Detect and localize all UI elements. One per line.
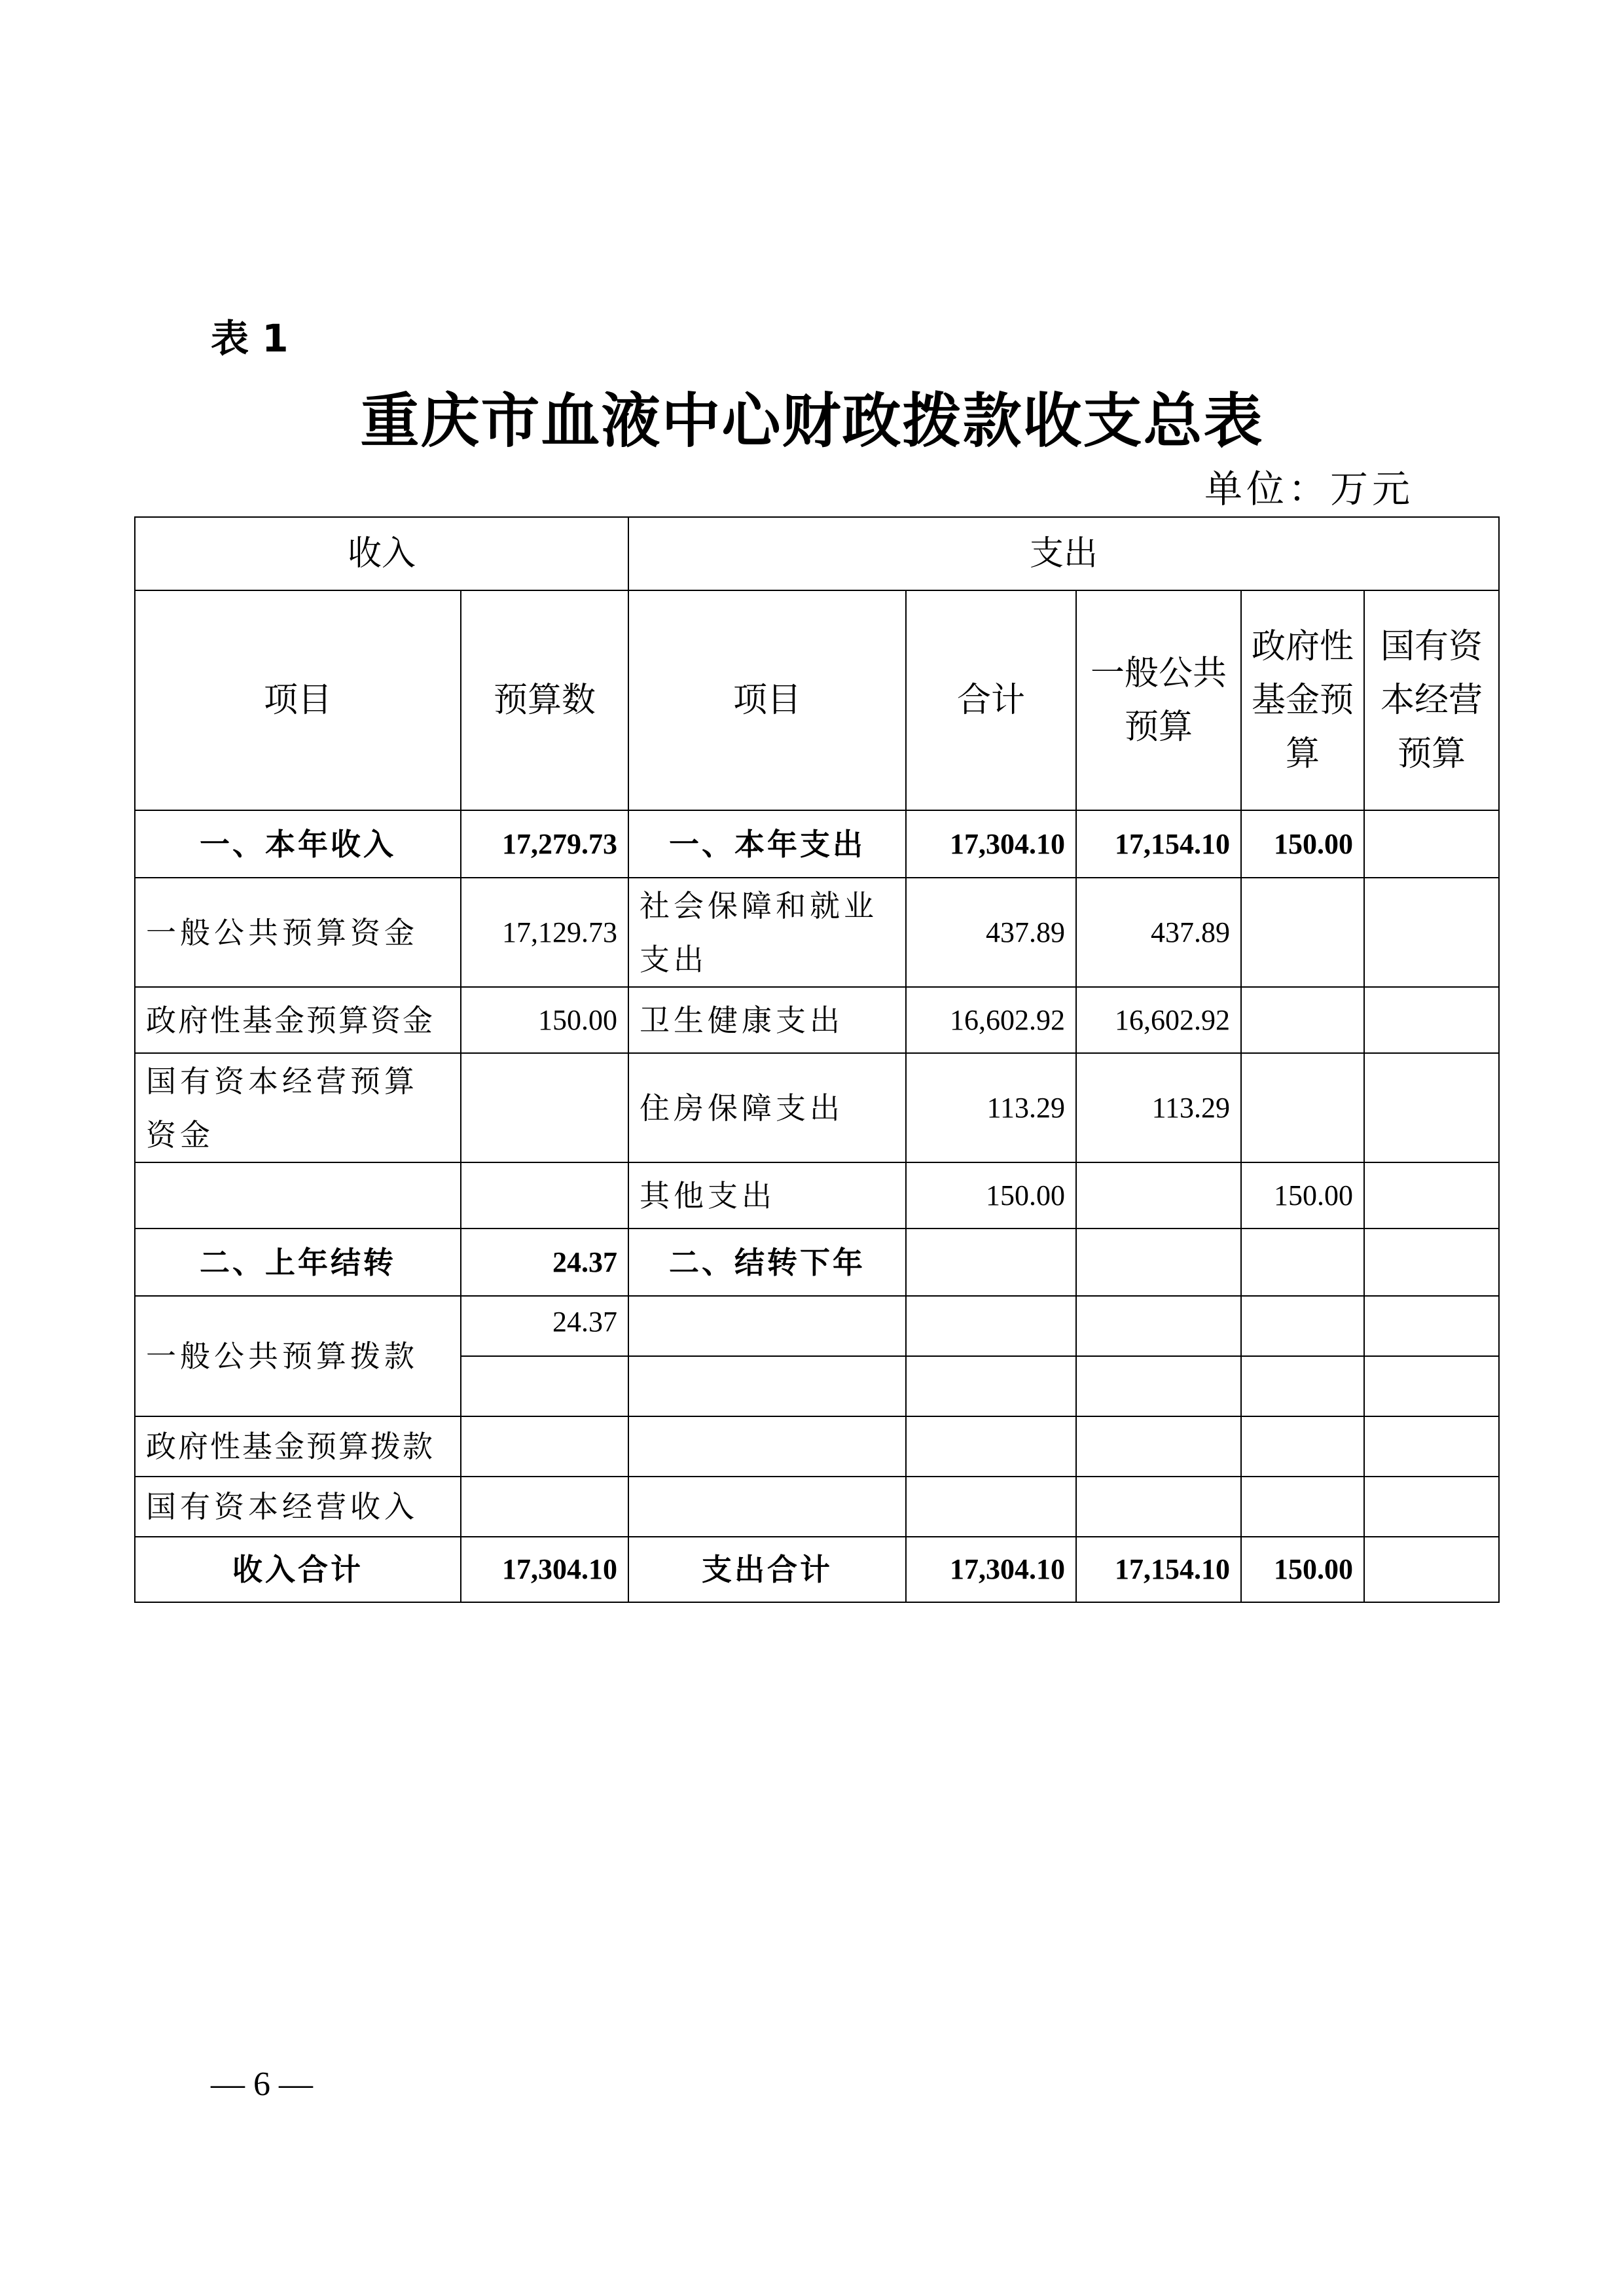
header-row-top — [135, 517, 1499, 590]
exp-fund: 150.00 — [1241, 1537, 1364, 1602]
income-item: 国有资本经营预算资金 — [135, 1053, 461, 1162]
header-expenditure: 支出 — [628, 517, 1499, 590]
empty-cell — [906, 1416, 1076, 1477]
empty-cell — [628, 1416, 906, 1477]
exp-item: 一、本年支出 — [628, 810, 906, 878]
exp-general: 437.89 — [1076, 878, 1241, 987]
exp-capital — [1364, 1053, 1499, 1162]
empty-cell — [1241, 1416, 1364, 1477]
table-row — [135, 1162, 1499, 1229]
exp-fund — [1241, 1053, 1364, 1162]
empty-cell — [461, 1356, 628, 1416]
empty-cell — [1076, 1416, 1241, 1477]
exp-item: 社会保障和就业支出 — [628, 878, 906, 987]
empty-cell — [906, 1296, 1076, 1356]
header-gov-fund: 政府性基金预算 — [1241, 590, 1364, 810]
exp-total: 17,304.10 — [906, 1537, 1076, 1602]
exp-item: 二、结转下年 — [628, 1229, 906, 1296]
income-value — [461, 1162, 628, 1229]
table-row — [135, 1229, 1499, 1296]
exp-total: 437.89 — [906, 878, 1076, 987]
income-value: 24.37 — [461, 1296, 628, 1356]
page-number: — 6 — — [211, 2066, 313, 2103]
income-item: 一般公共预算资金 — [135, 878, 461, 987]
income-value: 17,279.73 — [461, 810, 628, 878]
empty-cell — [461, 1477, 628, 1537]
exp-total: 17,304.10 — [906, 810, 1076, 878]
table-row — [135, 1477, 1499, 1537]
header-general-public: 一般公共预算 — [1076, 590, 1241, 810]
document-title: 重庆市血液中心财政拨款收支总表 — [360, 386, 1264, 456]
income-item: 二、上年结转 — [135, 1229, 461, 1296]
exp-general — [1076, 1229, 1241, 1296]
exp-fund — [1241, 878, 1364, 987]
empty-cell — [1076, 1356, 1241, 1416]
income-value: 24.37 — [461, 1229, 628, 1296]
exp-fund: 150.00 — [1241, 1162, 1364, 1229]
empty-cell — [906, 1477, 1076, 1537]
exp-total: 113.29 — [906, 1053, 1076, 1162]
exp-general: 113.29 — [1076, 1053, 1241, 1162]
empty-cell — [1364, 1416, 1499, 1477]
empty-cell — [628, 1356, 906, 1416]
exp-item: 住房保障支出 — [628, 1053, 906, 1162]
exp-fund — [1241, 1229, 1364, 1296]
income-value: 150.00 — [461, 987, 628, 1053]
header-state-capital: 国有资本经营预算 — [1364, 590, 1499, 810]
empty-cell — [461, 1416, 628, 1477]
table-row — [135, 1053, 1499, 1162]
header-total: 合计 — [906, 590, 1076, 810]
income-item: 国有资本经营收入 — [135, 1477, 461, 1537]
exp-general — [1076, 1162, 1241, 1229]
empty-cell — [1241, 1296, 1364, 1356]
table-label: 表 1 — [211, 316, 289, 361]
income-value: 17,304.10 — [461, 1537, 628, 1602]
empty-cell — [1364, 1477, 1499, 1537]
income-value — [461, 1053, 628, 1162]
table-row — [135, 1296, 1499, 1356]
exp-item: 支出合计 — [628, 1537, 906, 1602]
exp-capital — [1364, 1537, 1499, 1602]
income-item: 政府性基金预算拨款 — [135, 1416, 461, 1477]
header-row-columns — [135, 590, 1499, 810]
exp-item: 其他支出 — [628, 1162, 906, 1229]
exp-capital — [1364, 1162, 1499, 1229]
income-value: 17,129.73 — [461, 878, 628, 987]
exp-capital — [1364, 810, 1499, 878]
empty-cell — [1241, 1356, 1364, 1416]
unit-label: 单位：万元 — [1204, 467, 1415, 511]
header-income: 收入 — [135, 517, 628, 590]
header-income-item: 项目 — [135, 590, 461, 810]
income-item: 政府性基金预算资金 — [135, 987, 461, 1053]
table-row — [135, 810, 1499, 878]
exp-general: 17,154.10 — [1076, 1537, 1241, 1602]
empty-cell — [1076, 1296, 1241, 1356]
header-budget: 预算数 — [461, 590, 628, 810]
exp-general: 16,602.92 — [1076, 987, 1241, 1053]
income-item — [135, 1162, 461, 1229]
exp-general: 17,154.10 — [1076, 810, 1241, 878]
empty-cell — [628, 1296, 906, 1356]
income-item: 一般公共预算拨款 — [135, 1296, 461, 1416]
header-exp-item: 项目 — [628, 590, 906, 810]
exp-total: 16,602.92 — [906, 987, 1076, 1053]
exp-total: 150.00 — [906, 1162, 1076, 1229]
empty-cell — [628, 1477, 906, 1537]
income-item: 收入合计 — [135, 1537, 461, 1602]
table-row-total — [135, 1537, 1499, 1602]
table-row — [135, 878, 1499, 987]
exp-item: 卫生健康支出 — [628, 987, 906, 1053]
exp-total — [906, 1229, 1076, 1296]
empty-cell — [1364, 1356, 1499, 1416]
empty-cell — [1364, 1296, 1499, 1356]
income-item: 一、本年收入 — [135, 810, 461, 878]
exp-capital — [1364, 987, 1499, 1053]
empty-cell — [1241, 1477, 1364, 1537]
exp-capital — [1364, 878, 1499, 987]
exp-capital — [1364, 1229, 1499, 1296]
empty-cell — [906, 1356, 1076, 1416]
empty-cell — [1076, 1477, 1241, 1537]
exp-fund: 150.00 — [1241, 810, 1364, 878]
exp-fund — [1241, 987, 1364, 1053]
table-row — [135, 987, 1499, 1053]
budget-summary-table — [134, 516, 1500, 1603]
table-row — [135, 1416, 1499, 1477]
